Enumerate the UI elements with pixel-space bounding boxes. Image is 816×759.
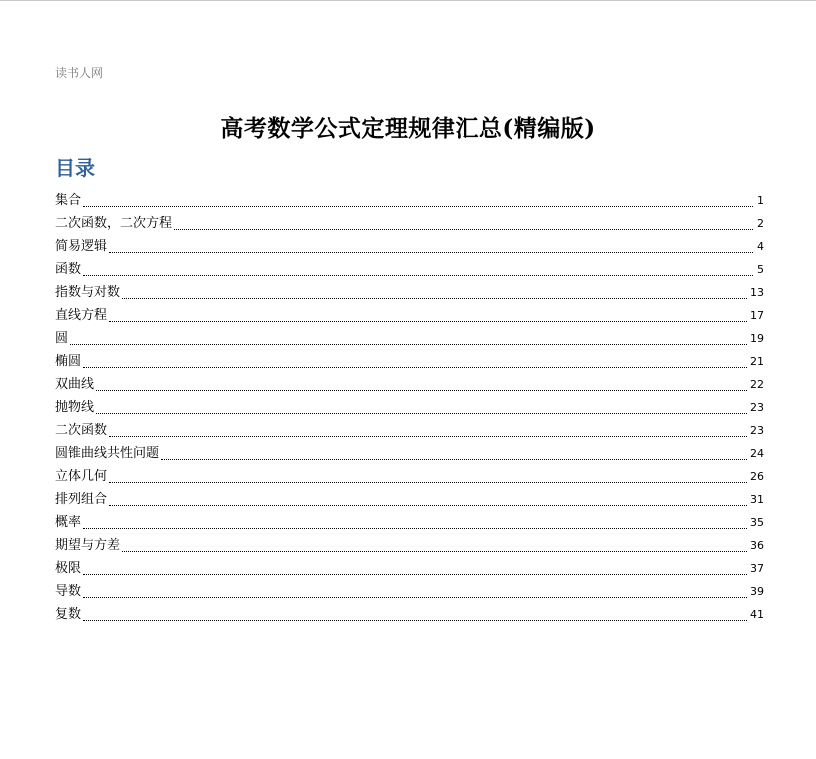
page-top-border: [0, 0, 816, 1]
toc-dot-leader: [161, 459, 747, 460]
toc-entry-title: 圆: [55, 331, 69, 346]
toc-entry-title: 期望与方差: [55, 538, 121, 553]
toc-entry-title: 极限: [55, 561, 82, 576]
toc-entry-page-number: 26: [750, 470, 764, 483]
toc-entry-page-number: 41: [750, 608, 764, 621]
toc-entry[interactable]: [55, 375, 764, 398]
toc-entry-page-number: 21: [750, 355, 764, 368]
toc-dot-leader: [83, 620, 747, 621]
toc-entry[interactable]: [55, 352, 764, 375]
toc-entry-title: 椭圆: [55, 354, 82, 369]
toc-entry-title: 双曲线: [55, 377, 95, 392]
toc-entry-page-number: 5: [757, 263, 764, 276]
toc-entry[interactable]: [55, 536, 764, 559]
toc-dot-leader: [109, 482, 747, 483]
toc-entry-title: 二次函数: [55, 423, 108, 438]
toc-dot-leader: [83, 574, 747, 575]
toc-entry[interactable]: [55, 398, 764, 421]
toc-entry-title: 排列组合: [55, 492, 108, 507]
toc-entry[interactable]: [55, 191, 764, 214]
toc-entry-title: 导数: [55, 584, 82, 599]
page-header-site-name: 读书人网: [55, 66, 104, 80]
toc-entry-title: 指数与对数: [55, 285, 121, 300]
toc-entry-title: 概率: [55, 515, 82, 530]
toc-entry-page-number: 4: [757, 240, 764, 253]
toc-entry-title: 二次函数，二次方程: [55, 216, 173, 231]
toc-dot-leader: [83, 528, 747, 529]
document-title: 高考数学公式定理规律汇总(精编版): [220, 115, 596, 142]
toc-dot-leader: [83, 367, 747, 368]
toc-entry[interactable]: [55, 605, 764, 628]
toc-entry-page-number: 23: [750, 424, 764, 437]
toc-entry-title: 复数: [55, 607, 82, 622]
toc-entry-title: 立体几何: [55, 469, 108, 484]
toc-dot-leader: [122, 551, 747, 552]
toc-entry-title: 简易逻辑: [55, 239, 108, 254]
toc-dot-leader: [83, 275, 753, 276]
toc-dot-leader: [109, 505, 747, 506]
toc-entry[interactable]: [55, 260, 764, 283]
toc-entry-title: 集合: [55, 193, 82, 208]
toc-entry[interactable]: [55, 283, 764, 306]
toc-heading: 目录: [55, 156, 95, 180]
toc-entry[interactable]: [55, 444, 764, 467]
toc-entry[interactable]: [55, 329, 764, 352]
toc-entry[interactable]: [55, 421, 764, 444]
toc-dot-leader: [70, 344, 747, 345]
toc-entry-page-number: 37: [750, 562, 764, 575]
toc-entry-page-number: 31: [750, 493, 764, 506]
toc-entry-title: 圆锥曲线共性问题: [55, 446, 160, 461]
toc-dot-leader: [96, 413, 747, 414]
toc-entry-page-number: 1: [757, 194, 764, 207]
toc-dot-leader: [96, 390, 747, 391]
toc-entry[interactable]: [55, 559, 764, 582]
toc-entry[interactable]: [55, 306, 764, 329]
toc-entry-page-number: 39: [750, 585, 764, 598]
toc-entry[interactable]: [55, 214, 764, 237]
toc-entry-page-number: 22: [750, 378, 764, 391]
toc-dot-leader: [174, 229, 753, 230]
toc-dot-leader: [109, 436, 747, 437]
toc-dot-leader: [83, 206, 753, 207]
toc-entry-page-number: 17: [750, 309, 764, 322]
toc-entry-page-number: 2: [757, 217, 764, 230]
toc-entry-page-number: 13: [750, 286, 764, 299]
toc-entry-title: 函数: [55, 262, 82, 277]
toc-entry[interactable]: [55, 237, 764, 260]
toc-dot-leader: [83, 597, 747, 598]
toc-entry-page-number: 36: [750, 539, 764, 552]
table-of-contents: [55, 191, 764, 628]
toc-dot-leader: [109, 252, 753, 253]
toc-entry-page-number: 19: [750, 332, 764, 345]
toc-entry[interactable]: [55, 582, 764, 605]
toc-entry-page-number: 35: [750, 516, 764, 529]
toc-entry[interactable]: [55, 490, 764, 513]
toc-entry-title: 直线方程: [55, 308, 108, 323]
toc-entry[interactable]: [55, 513, 764, 536]
toc-entry-page-number: 23: [750, 401, 764, 414]
toc-entry-page-number: 24: [750, 447, 764, 460]
toc-dot-leader: [109, 321, 747, 322]
toc-entry[interactable]: [55, 467, 764, 490]
toc-dot-leader: [122, 298, 747, 299]
toc-entry-title: 抛物线: [55, 400, 95, 415]
